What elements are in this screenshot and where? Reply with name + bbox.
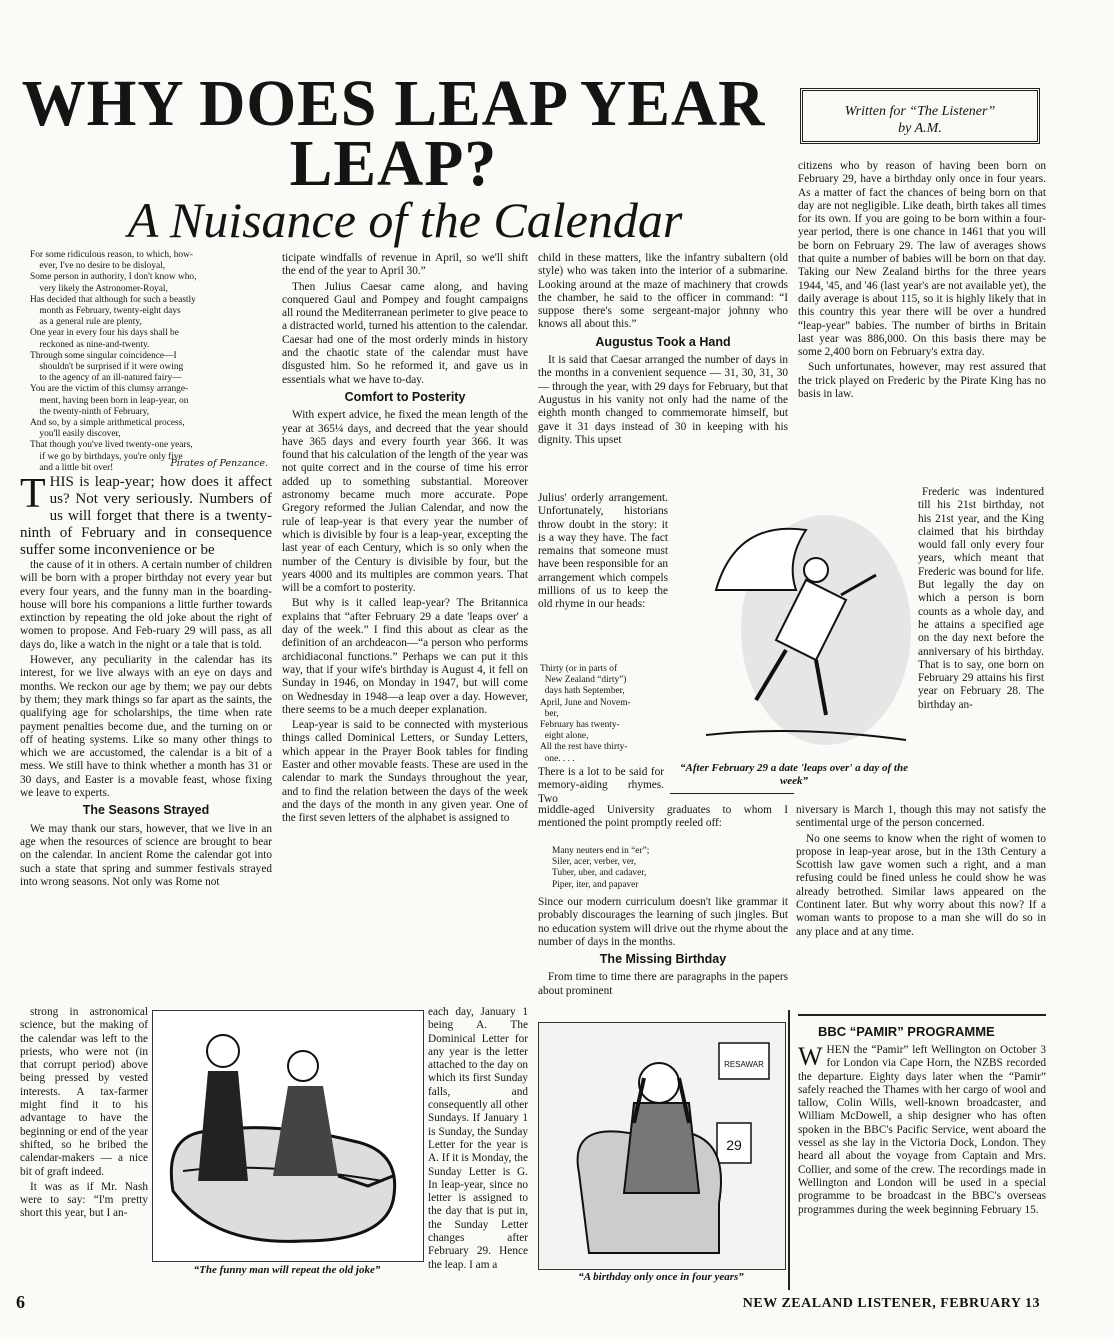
- paragraph: With expert advice, he fixed the mean length of the year at 365¼ days, and decreed that the year should have 365 days and every fourth year 366. It was found that his calculation of the length of the year was not quite correct and in the course of time his error added up to something substantial. Moreover astronomy became much more accurate. Pope Gregory reformed the Julian Calendar, and now the rule of leap-year is that every year the number of which is divisible by four is a leap-year, excepting the last year of each Century, which is so only when the number of the Century is divisible by four, but the years 4000 and its multiples are common years. That will be a comfort to posterity.: [282, 409, 528, 595]
- rhyme-neuters: Many neuters end in “er”; Siler, acer, verber, ver, Tuber, uber, and cadaver, Piper, iter, and papaver: [552, 846, 650, 890]
- illustration-funny-man: [152, 1010, 424, 1262]
- headline: [20, 67, 767, 200]
- paragraph: Julius' orderly arrangement. Unfortunately, historians throw doubt in the story: it is a way they have. The fact remains that someone must have been responsible for an arrangement which compels millions of us to keep the old rhyme in our heads:: [538, 492, 668, 611]
- byline-line-1: Written for “The Listener”: [844, 104, 996, 119]
- headline-line-2: LEAP?: [289, 127, 498, 200]
- poem-attribution: Pirates of Penzance.: [170, 458, 268, 469]
- paragraph: middle-aged University graduates to whom I mentioned the point promptly reeled off:: [538, 804, 788, 830]
- paragraph: There is a lot to be said for memory-aiding rhymes. Two: [538, 766, 664, 805]
- paragraph: child in these matters, like the infantry subaltern (old style) who was taken into the interior of a submarine. Looking around at the maze of machinery that crowds the chamber, he said to the officer in command: “I suppose there's some sergeant-major johnny who knows all about this.”: [538, 252, 788, 331]
- birthday-man-drawing: [539, 1023, 785, 1269]
- caption-birthday: “A birthday only once in four years”: [578, 1271, 744, 1283]
- wall-sign-text: RESAWAR: [724, 1060, 764, 1069]
- paragraph: No one seems to know when the right of women to propose in leap-year arose, but in the 13th Century a Scottish law gave women such a right, and a man refusing could be fined unless he could show he was already betrothed. Similar laws appeared on the Continent later. But why worry about this now? If a woman wants to propose to a man she will do so in any place and at any time.: [796, 832, 1046, 938]
- column-4-top: [798, 160, 1046, 486]
- column-3-bottom: [538, 896, 788, 1020]
- paragraph: Since our modern curriculum doesn't like grammar it probably discourages the learning of such jingles. But no education system will drive out the rhyme about the number of days in the months.: [538, 896, 788, 948]
- column-4-bottom: [796, 804, 1046, 1004]
- caption-rule: [670, 793, 794, 794]
- calendar-day-text: 29: [726, 1137, 742, 1153]
- caption-leaping: “After February 29 a date 'leaps over' a day of the week”: [680, 762, 908, 787]
- column-4-narrow: [918, 486, 1044, 804]
- byline-line-2: by A.M.: [898, 121, 942, 136]
- subheading-missing-birthday: The Missing Birthday: [599, 952, 727, 967]
- column-3-top: [538, 252, 788, 492]
- column-3-narrow: [538, 492, 668, 664]
- paragraph: Leap-year is said to be connected with mysterious things called Dominical Letters, or Sunday Letters, which appear in the Prayer Book tables for finding Easter and other movable feasts. These are used in the calendar to mark the Sundays throughout the year, and to find the relation between the days of the week and the days of the month in any given year. One of the first seven letters of the alphabet is assigned to: [282, 719, 528, 825]
- box-left-rule: [788, 1010, 790, 1290]
- sofa-drawing: [153, 1011, 423, 1261]
- paragraph: each day, January 1 being A. The Dominical Letter for any year is the letter attached to the day on which its first Sunday falls, and consequently all other Sundays. If January 1 is Sunday, the Sunday Letter for the year is A. If it is Monday, the Sunday Letter is G. In leap-year, since no letter is assigned to the day that is put in, the Sunday Letter changes after February 29. Hence the leap. I am a: [428, 1006, 528, 1271]
- subheading-seasons-strayed: The Seasons Strayed: [82, 803, 210, 818]
- subheadline: A Nuisance of the Calendar: [127, 192, 683, 248]
- subheading-augustus: Augustus Took a Hand: [595, 334, 731, 349]
- paragraph: Then Julius Caesar came along, and having conquered Gaul and Pompey and fought campaigns all round the Mediterranean perimeter to give peace to a distracted world, turned his attention to the calendar. Caesar had one of the most orderly minds in history and the chaotic state of the calendar must have disgusted him. So he reformed it, and gave us in essentials what we have to-day.: [282, 280, 528, 386]
- paragraph: It is said that Caesar arranged the number of days in the months in a convenient sequence — 31, 30, 31, 30 — through the year, with 29 days for February, but that Augustus in his vanity not only had the name of the eighth month changed to commemorate himself, but gave it 31 days instead of 30 in keeping with his dignity. This upset: [538, 354, 788, 446]
- poem: For some ridiculous reason, to which, how- ever, I've no desire to be disloyal, Some person in authority, I don't know who, very likely the Astronomer-Royal, Has decided that although for such a beastly month as February, twenty-eight days as a general rule are plenty, One year in every four his days shall be reckoned as nine-and-twenty. Through some singular coincidence—I shouldn't be surprised if it were owing to the agency of an ill-natured fairy— You are the victim of this clumsy arrange- ment, having been born in leap-year, on the twenty-ninth of February, And so, by a simple arithmetical process, you'll easily discover, That though you've lived twenty-one years, if we go by birthdays, you're only five and a little bit over!: [30, 250, 197, 473]
- box-paragraph: HEN the “Pamir” left Wellington on October 3 for London via Cape Horn, the NZBS recorded the departure. Eighty days later when the “Pamir” safely reached the Thames with her cargo of wool and tallow, Colin Wills, well-known broadcaster, and William McDowell, a ship designer who has often spoken in the BBC's Pacific Service, went aboard the vessel as she lay in the Victoria Dock, London. They heard all about the voyage from Captain and Mrs. Collier, and some of the crew. The recordings made in Wellington and London will be used in a special programme to be broadcast in the BBC's overseas programmes during the week beginning February 15.: [798, 1044, 1046, 1216]
- paragraph: the cause of it in others. A certain number of children will be born with a proper birthday not every year but every four years, and the funny man in the boarding-house will bore his companions a little further towards extinction by repeating the old joke about the right of women to propose. And Feb-ruary 29 will pass, as all days do, like a watch in the night or a tale that is told.: [20, 559, 272, 651]
- paragraph: Such unfortunates, however, may rest assured that the trick played on Frederic by the Pirate King has no basis in law.: [798, 361, 1046, 401]
- column-1: [20, 471, 272, 892]
- rhyme-thirty-days: Thirty (or in parts of New Zealand “dirty”) days hath September, April, June and Novem- ber, February has twenty- eight alone, All the rest have thirty- one. . . .: [540, 664, 631, 764]
- byline-box: [800, 88, 1040, 144]
- box-title: BBC “PAMIR” PROGRAMME: [818, 1024, 995, 1039]
- illustration-birthday-man: [538, 1022, 786, 1270]
- caption-funny-man: “The funny man will repeat the old joke”: [193, 1264, 381, 1276]
- column-1-narrow: [20, 1006, 148, 1306]
- leaping-figure-drawing: [676, 500, 912, 750]
- dropcap-w: W: [798, 1042, 823, 1071]
- publication-footer: NEW ZEALAND LISTENER, FEBRUARY 13: [742, 1296, 1040, 1311]
- lead-text: HIS is leap-year; how does it affect us? Not very seriously. Numbers of us will forget that there is a twenty-ninth of February and in consequence suffer some inconvenience or be: [20, 474, 272, 558]
- illustration-leaping-figure: [676, 500, 912, 750]
- paragraph: But why is it called leap-year? The Britannica explains that “after February 29 a date 'leaps over' a day of the week.” I find this about as clear as the definition of an archdeacon—“a person who performs archidiaconal functions.” Perhaps we can put it this way, that if your wife's birthday is August 4, it fell on Sunday in 1946, on Monday in 1947, but will come on Wednesday in 1948—a leap over a day. However, there seems to be a much deeper explanation.: [282, 597, 528, 716]
- paragraph: However, any peculiarity in the calendar has its interest, for we live always with an eye on days and months. We reckon our age by them; we pay our debts by them; they mark things so far apart as the saints, the qualifying age for scholarships, the time when rate payment penalties become due, and the turning on or off of heating systems. Like so many other things to which we are accustomed, the calendar is a bit of a mess. We still have to think whether a month has 31 or 30 days, and Easter is a movable feast, whose fixing we leave to experts.: [20, 654, 272, 800]
- paragraph: ticipate windfalls of revenue in April, so we'll shift the end of the year to April 30.”: [282, 252, 528, 278]
- paragraph: niversary is March 1, though this may not satisfy the sentimental urge of the person concerned.: [796, 804, 1046, 830]
- column-2: [282, 252, 528, 1004]
- paragraph: From time to time there are paragraphs in the papers about prominent: [538, 971, 788, 997]
- paragraph: It was as if Mr. Nash were to say: “I'm pretty short this year, but I an-: [20, 1180, 148, 1220]
- box-text: [798, 1044, 1046, 1294]
- column-3-graduates: [538, 804, 788, 844]
- paragraph: strong in astronomical science, but the making of the calendar was left to the priests, who were not (in that corrupt period) above being pressed by vested interests. A tax-farmer might find it to his advantage to have the beginning or end of the year shifted, so he bribed the calendar-makers — a nice bit of graft indeed.: [20, 1006, 148, 1178]
- page-number: 6: [16, 1292, 25, 1312]
- column-3-memory: [538, 766, 664, 804]
- box-top-rule: [798, 1014, 1046, 1016]
- headline-line-1: WHY DOES LEAP YEAR: [21, 67, 766, 140]
- paragraph: citizens who by reason of having been born on February 29, have a birthday only once in four years. As a matter of fact the chances of being born on that day are not negligible. Like death, birth takes all times for its own. If you are going to be born within a four-year period, there is one chance in 1461 that you will be born on February 29. The law of averages shows that quite a number of babies will be born on that day. Taking our New Zealand births for the three years 1944, '45, and '46 (last year's are not available yet), the daily average is about 115, so it is highly likely that in this country this year there will be over a hundred “leap-year” babies. The number of births in Britain last year was 886,000. On this basis there may be some 2,400 born on February's extra day.: [798, 160, 1046, 359]
- column-2-narrow: [428, 1006, 528, 1290]
- dropcap-t: T: [20, 471, 46, 517]
- lead-paragraph: [20, 471, 272, 559]
- paragraph: We may thank our stars, however, that we live in an age when the resources of science are brought to bear on the calendar. In ancient Rome the calendar got into such a state that spring and summer festivals strayed into wrong seasons. Not only was Rome not: [20, 822, 272, 888]
- paragraph: Frederic was indentured till his 21st birthday, not his 21st year, and the King claimed that his birthday would fall only every four years, which meant that Frederic was bound for life. But legally the day on which a person is born counts as a whole day, and he attains a specified age on the day next before the anniversary of his birthday. That is to say, one born on February 29 attains his first year on February 28. The birthday an-: [918, 486, 1044, 711]
- subheading-comfort-to-posterity: Comfort to Posterity: [344, 389, 466, 404]
